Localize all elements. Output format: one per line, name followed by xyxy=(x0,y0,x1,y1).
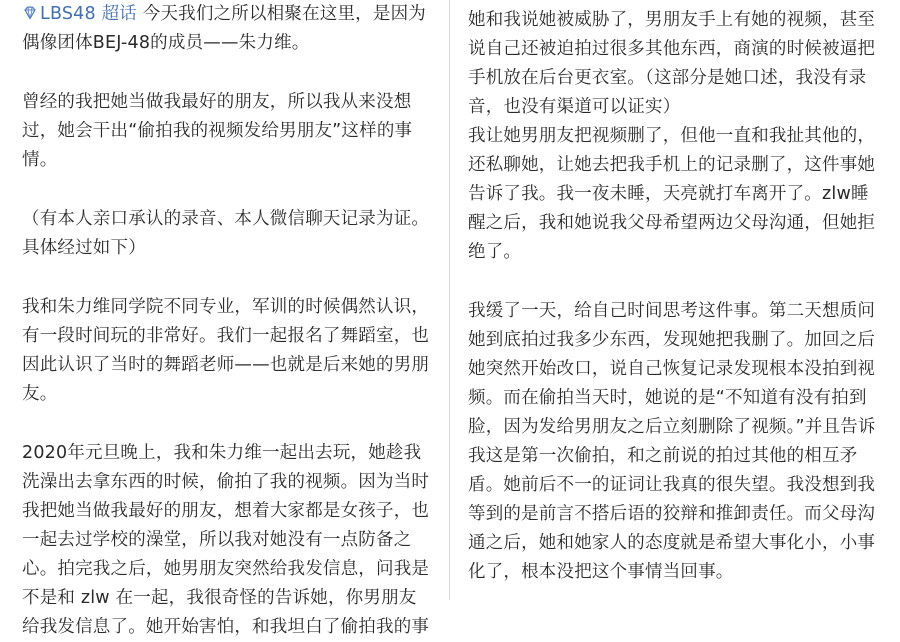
paragraph: 她和我说她被威胁了，男朋友手上有她的视频，甚至说自己还被迫拍过很多其他东西，商演的时候被逼把手机放在后台更衣室。（这部分是她口述，我没有录音，也没有渠道可以证实） xyxy=(468,10,876,117)
left-column xyxy=(0,0,449,637)
paragraph: 我让她男朋友把视频删了，但他一直和我扯其他的，还私聊她，让她去把我手机上的记录删了，这件事她告诉了我。我一夜未睡，天亮就打车离开了。zlw睡醒之后，我和她说我父母希望两边父母沟通，但她拒绝了。 xyxy=(468,126,876,262)
paragraph: （有本人亲口承认的录音、本人微信聊天记录为证。具体经过如下） xyxy=(22,209,430,258)
paragraph: 2020年元旦晚上，我和朱力维一起出去玩，她趁我洗澡出去拿东西的时候，偷拍了我的视频。因为当时我把她当做我最好的朋友，想着大家都是女孩子，也一起去过学校的澡堂，所以我对她没有一点防备之心。拍完我之后，她男朋友突然给我发信息，问我是不是和 zlw 在一起，我很奇怪的告诉她，你男朋友给我发信息了。她开始害怕，和我坦白了偷拍我的事 xyxy=(22,443,430,637)
topic-label[interactable]: LBS48 超话 xyxy=(40,4,137,24)
paragraph: 曾经的我把她当做我最好的朋友，所以我从来没想过，她会干出“偷拍我的视频发给男朋友”这样的事情。 xyxy=(22,92,413,170)
paragraph: 我缓了一天，给自己时间思考这件事。第二天想质问她到底拍过我多少东西，发现她把我删了。加回之后她突然开始改口，说自己恢复记录发现根本没拍到视频。而在偷拍当天时，她说的是“不知道有没有拍到脸，因为发给男朋友之后立刻删除了视频。”并且告诉我这是第一次偷拍，和之前说的拍过其他的相互矛盾。她前后不一的证词让我真的很失望。我没想到我等到的是前言不搭后语的狡辩和推卸责任。而父母沟通之后，她和她家人的态度就是希望大事化小，小事化了，根本没把这个事情当回事。 xyxy=(468,301,876,582)
diamond-topic-icon xyxy=(22,5,38,21)
right-column xyxy=(450,0,900,600)
paragraph: 我和朱力维同学院不同专业，军训的时候偶然认识，有一段时间玩的非常好。我们一起报名了舞蹈室，也因此认识了当时的舞蹈老师——也就是后来她的男朋友。 xyxy=(22,297,430,404)
intro-paragraph xyxy=(22,0,431,58)
intro-text: 今天我们之所以相聚在这里，是因为偶像团体BEJ-48的成员——朱力维。 xyxy=(22,4,426,53)
topic-link[interactable] xyxy=(22,4,143,24)
